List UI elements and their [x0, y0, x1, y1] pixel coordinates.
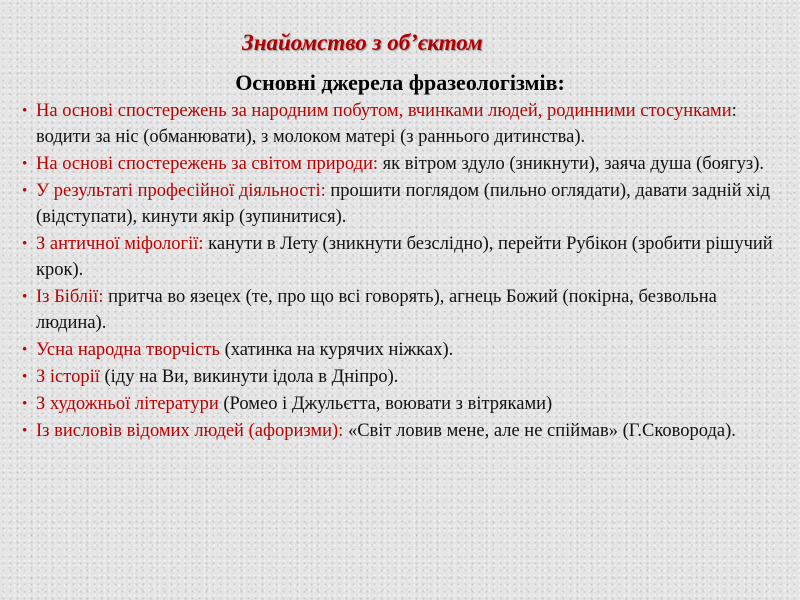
- bullet-icon: •: [22, 396, 28, 412]
- item-text: як вітром здуло (зникнути), заяча душа (боягуз).: [378, 154, 765, 174]
- bullet-icon: •: [22, 183, 28, 199]
- bullet-icon: •: [22, 236, 28, 252]
- list-item-history: [22, 364, 780, 390]
- item-category: Із Біблії:: [36, 287, 104, 307]
- item-category: На основі спостережень за народним побутом, вчинками людей, родинними стосунками: [36, 101, 732, 121]
- item-category: З художньої літератури: [36, 394, 219, 414]
- item-text: «Світ ловив мене, але не спіймав» (Г.Сковорода).: [343, 421, 736, 441]
- list-item-literature: [22, 391, 780, 417]
- list-item-bible: [22, 284, 780, 336]
- item-text: (Ромео і Джульєтта, воювати з вітряками): [218, 394, 553, 414]
- item-category: З історії: [36, 367, 100, 387]
- sources-list: [22, 98, 780, 445]
- item-text: притча во язецех (те, про що всі говорять), агнець Божий (покірна, безвольна людина).: [36, 287, 717, 333]
- slide-title: Знайомство з об’єктом: [242, 30, 483, 55]
- item-category: Із висловів відомих людей (афоризми):: [36, 421, 344, 441]
- bullet-icon: •: [22, 103, 28, 119]
- list-item-profession: [22, 178, 780, 230]
- item-text: прошити поглядом (пильно оглядати), давати задній хід (відступати), кинути якір (зупинитися).: [36, 181, 771, 227]
- item-text: (хатинка на курячих ніжках).: [219, 340, 454, 360]
- list-item-folklore: [22, 337, 780, 363]
- bullet-icon: •: [22, 369, 28, 385]
- bullet-icon: •: [22, 156, 28, 172]
- list-item-aphorisms: [22, 418, 780, 444]
- bullet-icon: •: [22, 423, 28, 439]
- list-item-mythology: [22, 231, 780, 283]
- item-category: У результаті професійної діяльності:: [36, 181, 326, 201]
- bullet-icon: •: [22, 342, 28, 358]
- slide-subtitle: Основні джерела фразеологізмів:: [235, 70, 565, 95]
- item-text: (іду на Ви, викинути ідола в Дніпро).: [99, 367, 399, 387]
- item-category: На основі спостережень за світом природи:: [36, 154, 379, 174]
- bullet-icon: •: [22, 289, 28, 305]
- list-item-nature: [22, 151, 780, 177]
- item-category: З античної міфології:: [36, 234, 204, 254]
- item-category: Усна народна творчість: [36, 340, 220, 360]
- item-text: : водити за ніс (обманювати), з молоком матері (з раннього дитинства).: [36, 101, 737, 147]
- list-item-folk-life: [22, 98, 780, 150]
- item-text: канути в Лету (зникнути безслідно), перейти Рубікон (зробити рішучий крок).: [36, 234, 773, 280]
